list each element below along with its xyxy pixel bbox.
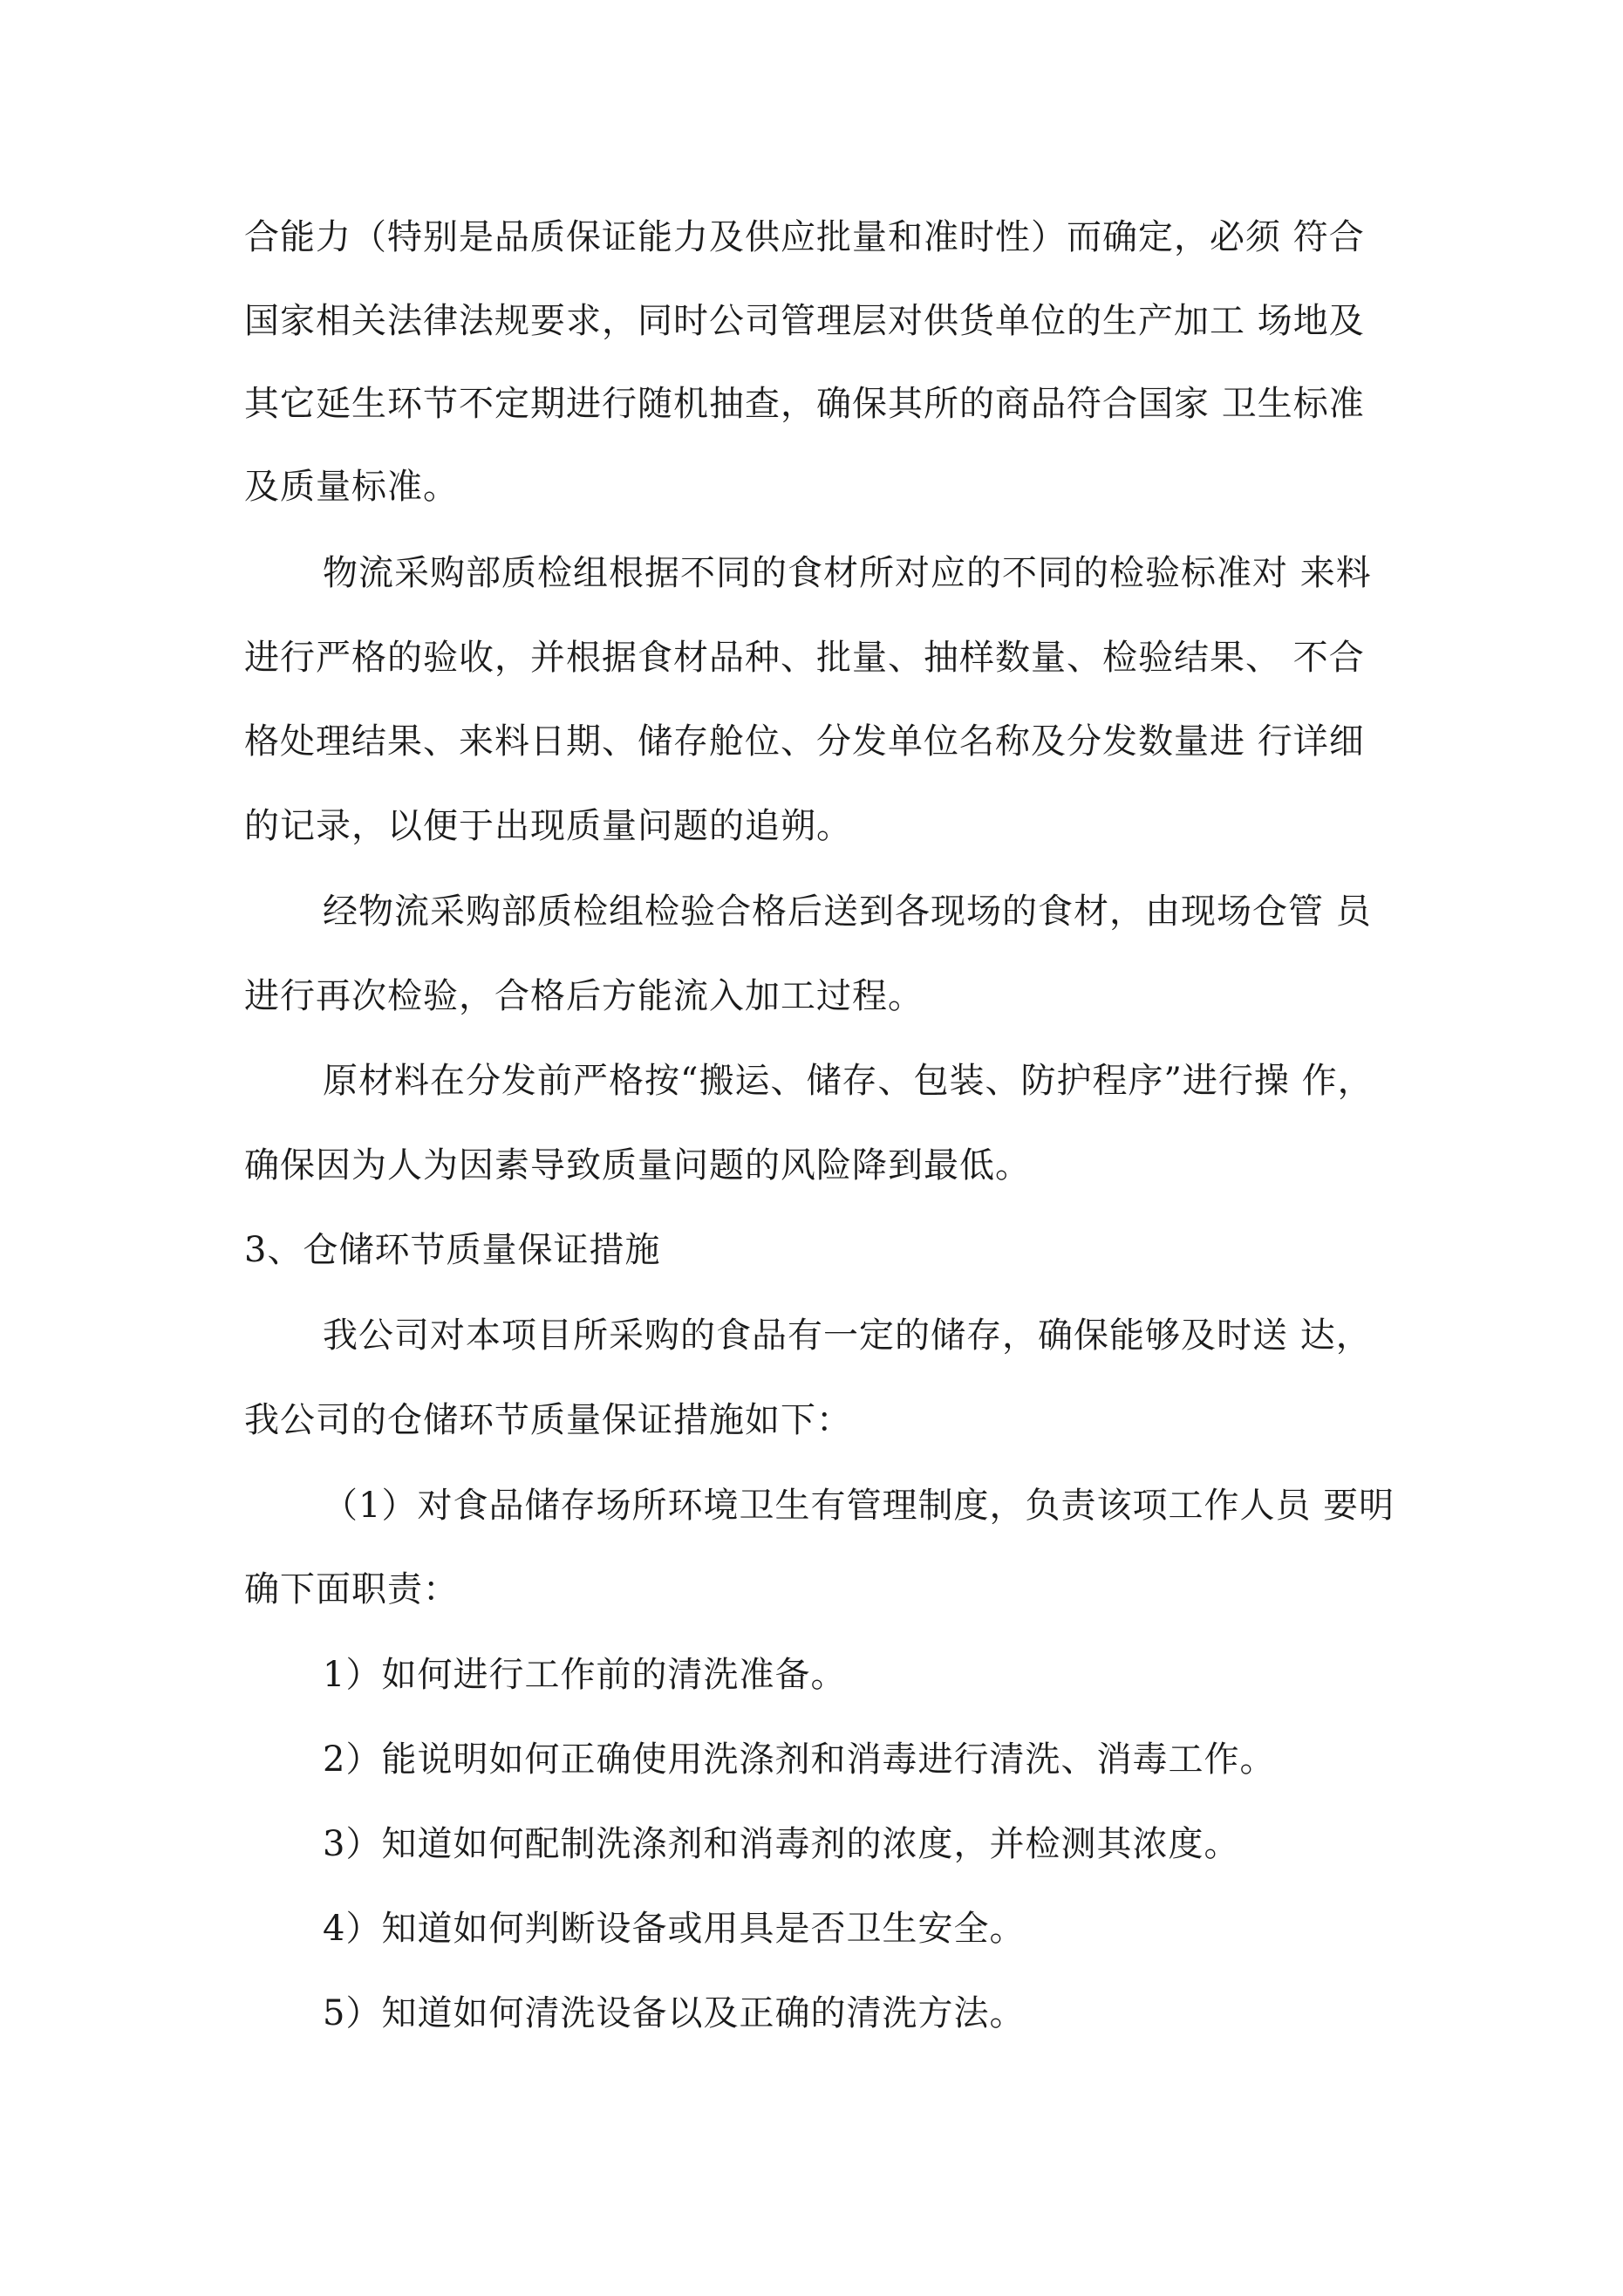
list-item-4: 4）知道如何判断设备或用具是否卫生安全。 [323, 1909, 1026, 1949]
text-line-10: 进行再次检验，合格后方能流入加工过程。 [244, 976, 924, 1016]
text-line-11: 原材料在分发前严格按“搬运、储存、包装、防护程序”进行操 作， [323, 1061, 1374, 1101]
list-item-2: 2）能说明如何正确使用洗涤剂和消毒进行清洗、消毒工作。 [323, 1739, 1276, 1780]
text-line-14: 我公司对本项目所采购的食品有一定的储存，确保能够及时送 达， [323, 1315, 1372, 1356]
text-line-7: 格处理结果、来料日期、储存舱位、分发单位名称及分发数量进 行详细 [244, 721, 1365, 762]
list-item-3: 3）知道如何配制洗涤剂和消毒剂的浓度，并检测其浓度。 [323, 1824, 1240, 1864]
text-line-16: （1）对食品储存场所环境卫生有管理制度，负责该项工作人员 要明 [323, 1486, 1395, 1526]
text-line-3: 其它延生环节不定期进行随机抽查，确保其所的商品符合国家 卫生标准 [244, 384, 1365, 424]
section-heading: 3、仓储环节质量保证措施 [244, 1230, 661, 1270]
text-line-5: 物流采购部质检组根据不同的食材所对应的不同的检验标准对 来料 [323, 553, 1372, 593]
text-line-2: 国家相关法律法规要求，同时公司管理层对供货单位的生产加工 场地及 [244, 301, 1365, 341]
text-line-6: 进行严格的验收，并根据食材品种、批量、抽样数量、检验结果、 不合 [244, 638, 1365, 678]
list-item-5: 5）知道如何清洗设备以及正确的清洗方法。 [323, 1993, 1026, 2033]
text-line-15: 我公司的仓储环节质量保证措施如下： [244, 1400, 852, 1440]
text-line-9: 经物流采购部质检组检验合格后送到各现场的食材，由现场仓管 员 [323, 892, 1372, 932]
text-line-1: 合能力（特别是品质保证能力及供应批量和准时性）而确定，必须 符合 [244, 217, 1365, 257]
text-line-4: 及质量标准。 [244, 467, 459, 507]
text-line-8: 的记录，以便于出现质量问题的追朔。 [244, 806, 852, 846]
list-item-1: 1）如何进行工作前的清洗准备。 [323, 1655, 847, 1695]
text-line-12: 确保因为人为因素导致质量问题的风险降到最低。 [244, 1145, 1031, 1186]
text-line-17: 确下面职责： [244, 1569, 459, 1609]
